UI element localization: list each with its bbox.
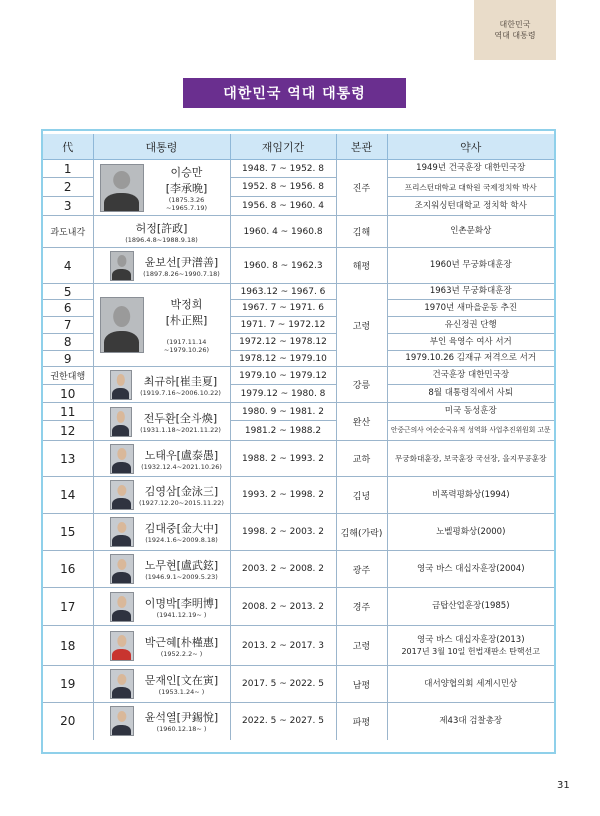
clan-cell: 완산 — [336, 403, 387, 441]
achievement-cell: 프리스턴대학교 대학원 국제정치학 박사 — [387, 178, 554, 197]
clan-cell: 김해(가락) — [336, 514, 387, 551]
achievement-cell — [387, 626, 554, 666]
term-cell: 1956. 8 ~ 1960. 4 — [230, 197, 336, 216]
president-cell-heo — [93, 216, 230, 248]
portrait-photo-icon — [110, 480, 134, 510]
portrait-photo-icon — [110, 592, 134, 622]
achievement-cell: 부인 육영수 여사 서거 — [387, 334, 554, 351]
president-dates: (1932.12.4~2021.10.26) — [141, 462, 222, 471]
president-dates: (1960.12.18~ ) — [156, 725, 207, 734]
president-dates: (1919.7.16~2006.10.22) — [140, 388, 221, 397]
term-cell: 2003. 2 ~ 2008. 2 — [230, 551, 336, 588]
clan-cell: 남평 — [336, 666, 387, 703]
table-row — [43, 477, 554, 514]
president-name: 노무현[盧武鉉] — [144, 559, 219, 572]
president-death: ~1979.10.26) — [163, 346, 210, 354]
gen-cell: 7 — [43, 317, 93, 334]
term-cell: 1988. 2 ~ 1993. 2 — [230, 441, 336, 477]
table-row — [43, 551, 554, 588]
president-cell-rmh — [93, 551, 230, 588]
gen-cell: 16 — [43, 551, 93, 588]
portrait-photo-icon — [100, 164, 144, 212]
section-tab-line2: 역대 대통령 — [494, 31, 536, 40]
president-name: 윤석열[尹錫悅] — [144, 711, 219, 725]
clan-cell: 고령 — [336, 284, 387, 367]
table-header-row — [43, 134, 554, 160]
achievement-cell: 1960년 무궁화대훈장 — [387, 248, 554, 284]
president-name: 허정[許政] — [135, 221, 188, 235]
term-cell: 1952. 8 ~ 1956. 8 — [230, 178, 336, 197]
president-cell-kys — [93, 477, 230, 514]
portrait-photo-icon — [110, 631, 134, 661]
achievement-cell: 1979.10.26 김재규 저격으로 서거 — [387, 351, 554, 367]
clan-cell: 고령 — [336, 626, 387, 666]
president-hanja: [朴正熙] — [165, 314, 208, 327]
president-cell-ysy — [93, 703, 230, 740]
president-cell-park — [93, 284, 230, 367]
achievement-cell: 제43대 검찰총장 — [439, 715, 503, 726]
clan-cell: 김녕 — [336, 477, 387, 514]
term-cell: 1963.12 ~ 1967. 6 — [230, 284, 336, 300]
gen-cell: 14 — [43, 477, 93, 514]
president-cell-kdj — [93, 514, 230, 551]
header-president: 대통령 — [93, 134, 230, 160]
gen-cell: 18 — [43, 626, 93, 666]
gen-cell: 11 — [43, 403, 93, 421]
table-row — [43, 588, 554, 626]
gen-cell: 15 — [43, 514, 93, 551]
president-name: 이승만 — [170, 165, 203, 179]
gen-cell: 19 — [43, 666, 93, 703]
clan-cell: 교하 — [336, 441, 387, 477]
president-dates: (1946.9.1~2009.5.23) — [145, 573, 218, 581]
term-cell: 1971. 7 ~ 1972.12 — [230, 317, 336, 334]
president-name: 윤보선[尹潽善] — [144, 255, 219, 269]
gen-cell: 1 — [43, 160, 93, 178]
term-cell: 1948. 7 ~ 1952. 8 — [230, 160, 336, 178]
achievement-cell: 무궁화대훈장, 보국훈장 국선장, 을지무공훈장 — [387, 441, 554, 477]
gen-cell: 4 — [43, 248, 93, 284]
president-cell-mji — [93, 666, 230, 703]
portrait-photo-icon — [110, 706, 134, 736]
clan-cell: 파평 — [336, 703, 387, 740]
term-cell: 1967. 7 ~ 1971. 6 — [230, 300, 336, 317]
portrait-photo-icon — [110, 370, 132, 400]
portrait-photo-icon — [110, 407, 132, 437]
president-dates: (1924.1.6~2009.8.18) — [145, 536, 218, 544]
achievement-cell: 인촌문화상 — [387, 216, 554, 248]
achievement-line: 영국 바스 대십자훈장(2013) — [416, 634, 525, 645]
presidents-table — [43, 134, 554, 740]
clan-cell: 진주 — [336, 160, 387, 216]
table-row — [43, 441, 554, 477]
achievement-cell: 비폭력평화상(1994) — [387, 477, 554, 514]
page-title: 대한민국 역대 대통령 — [183, 78, 406, 108]
term-cell: 2013. 2 ~ 2017. 3 — [230, 626, 336, 666]
header-achievements: 약사 — [387, 134, 554, 160]
page-number: 31 — [557, 780, 570, 791]
achievement-cell: 영국 바스 대십자훈장(2004) — [387, 551, 554, 588]
section-tab — [474, 0, 556, 60]
table-row — [43, 160, 554, 178]
gen-cell: 12 — [43, 421, 93, 441]
president-dates: (1927.12.20~2015.11.22) — [139, 499, 224, 507]
president-name: 최규하[崔圭夏] — [143, 374, 218, 388]
president-death: ~1965.7.19) — [165, 203, 208, 212]
president-cell-lmb — [93, 588, 230, 626]
portrait-photo-icon — [110, 251, 134, 281]
president-dates: (1897.8.26~1990.7.18) — [143, 269, 220, 278]
table-row — [43, 666, 554, 703]
term-cell: 1980. 9 ~ 1981. 2 — [230, 403, 336, 421]
gen-cell: 13 — [43, 441, 93, 477]
table-row — [43, 367, 554, 385]
term-cell: 2017. 5 ~ 2022. 5 — [230, 666, 336, 703]
achievement-cell: 금탑산업훈장(1985) — [387, 588, 554, 626]
president-name: 김영삼[金泳三] — [144, 485, 219, 498]
gen-cell: 6 — [43, 300, 93, 317]
section-tab-line1: 대한민국 — [499, 20, 531, 29]
term-cell: 1993. 2 ~ 1998. 2 — [230, 477, 336, 514]
table-row — [43, 703, 554, 740]
table-row — [43, 248, 554, 284]
table-row — [43, 514, 554, 551]
president-cell-pgh — [93, 626, 230, 666]
gen-cell: 5 — [43, 284, 93, 300]
term-cell: 2008. 2 ~ 2013. 2 — [230, 588, 336, 626]
term-cell: 1978.12 ~ 1979.10 — [230, 351, 336, 367]
president-cell-choi — [93, 367, 230, 403]
president-name: 이명박[李明博] — [144, 596, 219, 610]
clan-cell: 광주 — [336, 551, 387, 588]
president-cell-chun — [93, 403, 230, 441]
gen-cell: 2 — [43, 178, 93, 197]
achievement-cell: 안중근의사 여순순국유적 성역화 사업추진위원회 고문 — [387, 421, 554, 441]
achievement-cell: 8월 대통령직에서 사퇴 — [387, 385, 554, 403]
term-cell: 2022. 5 ~ 2027. 5 — [230, 703, 336, 740]
clan-cell: 해평 — [336, 248, 387, 284]
president-dates: (1952.2.2~ ) — [160, 649, 203, 658]
president-name: 박정희 — [170, 298, 203, 311]
gen-cell: 과도내각 — [43, 216, 93, 248]
achievement-cell: 건국훈장 대한민국장 — [387, 367, 554, 385]
president-cell-yun — [93, 248, 230, 284]
achievement-cell: 1970년 새마을운동 추진 — [387, 300, 554, 317]
gen-cell: 권한대행 — [43, 367, 93, 385]
term-cell: 1979.12 ~ 1980. 8 — [230, 385, 336, 403]
gen-cell: 10 — [43, 385, 93, 403]
president-name: 박근혜[朴槿惠] — [144, 635, 219, 649]
president-dates: (1941.12.19~ ) — [156, 610, 207, 619]
table-row — [43, 216, 554, 248]
gen-cell: 17 — [43, 588, 93, 626]
gen-cell: 20 — [43, 703, 93, 740]
president-birth: (1875.3.26 — [168, 195, 205, 204]
president-birth: (1917.11.14 — [166, 338, 207, 346]
president-name: 문재인[文在寅] — [144, 674, 219, 687]
clan-cell: 강릉 — [336, 367, 387, 403]
president-name: 김대중[金大中] — [144, 522, 219, 535]
table-row — [43, 284, 554, 300]
clan-cell: 경주 — [336, 588, 387, 626]
achievement-cell: 1963년 무궁화대훈장 — [387, 284, 554, 300]
table-row — [43, 403, 554, 421]
president-cell-roh — [93, 441, 230, 477]
header-clan: 본관 — [336, 134, 387, 160]
portrait-photo-icon — [110, 517, 134, 547]
achievement-cell: 미국 동성훈장 — [387, 403, 554, 421]
achievement-line: 2017년 3월 10일 헌법재판소 탄핵선고 — [401, 646, 541, 656]
portrait-photo-icon — [100, 297, 144, 353]
president-hanja: [李承晩] — [165, 181, 208, 195]
header-term: 재임기간 — [230, 134, 336, 160]
term-cell: 1972.12 ~ 1978.12 — [230, 334, 336, 351]
term-cell: 1979.10 ~ 1979.12 — [230, 367, 336, 385]
portrait-photo-icon — [110, 444, 134, 474]
president-dates: (1953.1.24~ ) — [158, 688, 205, 696]
term-cell: 1960. 8 ~ 1962.3 — [230, 248, 336, 284]
gen-cell: 3 — [43, 197, 93, 216]
president-dates: (1896.4.8~1988.9.18) — [125, 235, 198, 244]
clan-cell: 김해 — [336, 216, 387, 248]
header-gen: 代 — [43, 134, 93, 160]
portrait-photo-icon — [110, 669, 134, 699]
president-name: 노태우[盧泰愚] — [144, 448, 219, 462]
achievement-cell: 조지워싱턴대학교 정치학 학사 — [387, 197, 554, 216]
president-name: 전두환[全斗煥] — [143, 411, 218, 425]
gen-cell: 8 — [43, 334, 93, 351]
president-dates: (1931.1.18~2021.11.22) — [140, 425, 221, 434]
president-cell-rhee — [93, 160, 230, 216]
term-cell: 1998. 2 ~ 2003. 2 — [230, 514, 336, 551]
achievement-cell: 대서양협의회 세계시민상 — [387, 666, 554, 703]
portrait-photo-icon — [110, 554, 134, 584]
term-cell: 1960. 4 ~ 1960.8 — [230, 216, 336, 248]
table-row — [43, 626, 554, 666]
achievement-cell: 노벨평화상(2000) — [387, 514, 554, 551]
achievement-cell: 유신정권 단행 — [387, 317, 554, 334]
achievement-cell: 1949년 건국훈장 대한민국장 — [387, 160, 554, 178]
term-cell: 1981.2 ~ 1988.2 — [230, 421, 336, 441]
gen-cell: 9 — [43, 351, 93, 367]
